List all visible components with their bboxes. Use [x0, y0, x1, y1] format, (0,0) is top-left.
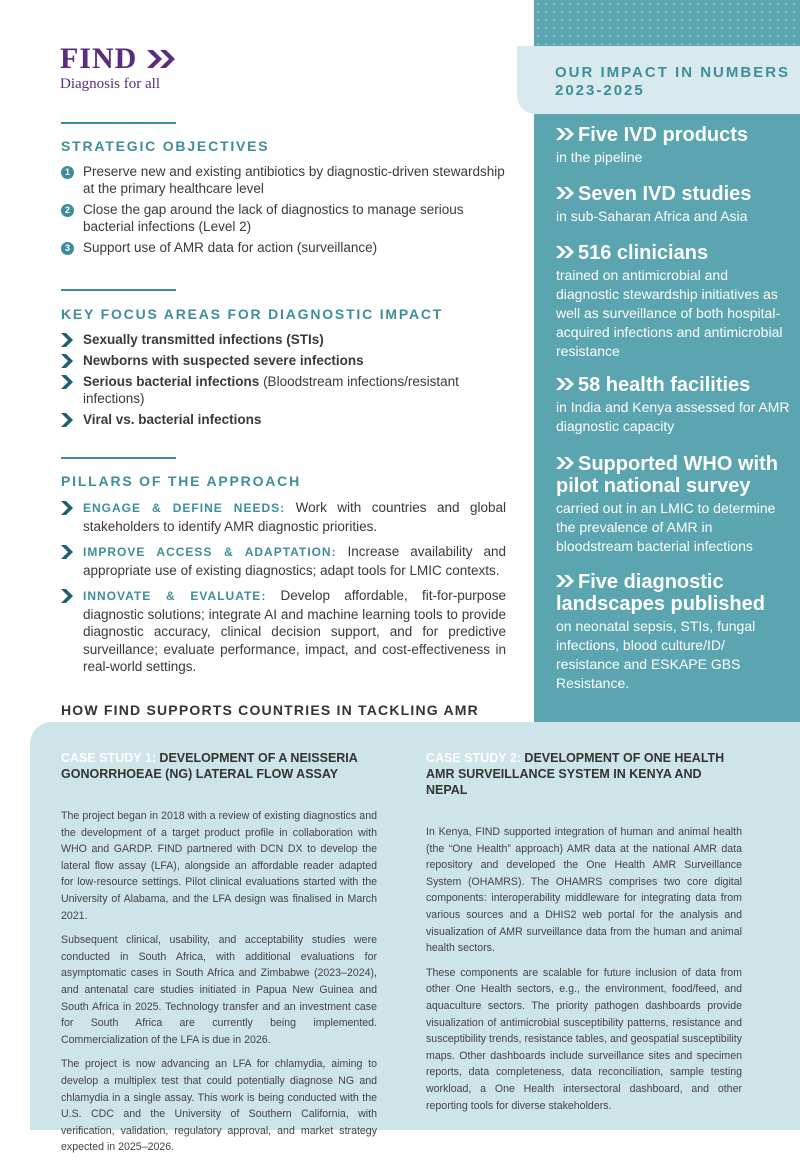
double-chevron-icon — [556, 456, 574, 470]
section-rule — [61, 289, 176, 291]
focus-item — [61, 411, 511, 428]
objective-item — [61, 201, 511, 235]
chevron-right-icon — [61, 545, 73, 559]
number-badge: 1 — [61, 166, 74, 179]
how-find-supports-title: HOW FIND SUPPORTS COUNTRIES IN TACKLING AMR — [61, 702, 479, 718]
case-study-heading: DEVELOPMENT OF ONE HEALTH AMR SURVEILLANCE SYSTEM IN KENYA AND NEPAL — [426, 751, 725, 797]
logo-tagline: Diagnosis for all — [60, 76, 160, 92]
pillar-item — [61, 587, 506, 676]
pillars-list — [61, 499, 506, 684]
pillar-text: Work with countries and global stakeholders to identify AMR diagnostic priorities. — [83, 500, 506, 534]
impact-headline: 58 health facilities — [578, 374, 751, 396]
focus-item — [61, 352, 511, 369]
impact-title: OUR IMPACT IN NUMBERS 2023-2025 — [555, 64, 791, 99]
impact-headline: 516 clinicians — [578, 242, 709, 264]
objective-text: Support use of AMR data for action (surveillance) — [83, 240, 378, 255]
find-logo — [60, 44, 181, 93]
focus-bold: Serious bacterial infections — [83, 374, 260, 389]
case-study-label: CASE STUDY 1: — [61, 751, 156, 765]
objective-text: Preserve new and existing antibiotics by diagnostic-driven stewardship at the primary healthcare level — [83, 164, 505, 196]
case-study-title — [426, 750, 742, 798]
impact-detail: on neonatal sepsis, STIs, fungal infections, blood culture/ID/ resistance and ESKAPE GBS Resistance. — [556, 618, 756, 691]
impact-detail: in the pipeline — [556, 149, 643, 165]
case-paragraph: The project is now advancing an LFA for chlamydia, aiming to develop a multiplex test that could potentially diagnose NG and chlamydia in a single assay. This work is being conducted with the U.S. CDC and the University of Southern California, with verification, validation, regulatory approval, and market strategy expected in 2025–2026. — [61, 1058, 377, 1154]
logo-wordmark: FIND — [60, 42, 138, 75]
section-rule — [61, 122, 176, 124]
pillar-text: Increase availability and appropriate use of existing diagnostics; adapt tools for LMIC contexts. — [83, 544, 506, 578]
focus-item — [61, 331, 511, 348]
objective-item — [61, 239, 511, 256]
impact-headline: Supported WHO with pilot national survey — [556, 453, 778, 497]
pillars-title: PILLARS OF THE APPROACH — [61, 473, 301, 489]
chevron-right-icon — [61, 354, 73, 368]
case-paragraph: Subsequent clinical, usability, and acceptability studies were conducted in South Africa, with additional evaluations for asymptomatic cases in South Africa and Zimbabwe (2023–2024), and antenatal care studies initiated in Papua New Guinea and South Africa in 2025. Technology transfer and an investment case for South Africa are currently being implemented. Commercialization of the LFA is due in 2026. — [61, 934, 377, 1046]
pillar-label: IMPROVE ACCESS & ADAPTATION: — [83, 545, 337, 559]
double-chevron-icon — [556, 127, 574, 141]
case-paragraph: These components are scalable for future inclusion of data from other One Health sectors, e.g., the environment, food/feed, and aquaculture sectors. The priority pathogen dashboards provide visualization of antimicrobial susceptibility patterns, resistance and susceptibility trends, resistance tables, and geospatial susceptibility maps. Other dashboards include surveillance sites and specimen reports, data completeness, data reconciliation, sample testing workload, a One Health intersectoral dashboard, and other reporting tools for diverse stakeholders. — [426, 966, 742, 1112]
pillar-item — [61, 543, 506, 579]
key-focus-title: KEY FOCUS AREAS FOR DIAGNOSTIC IMPACT — [61, 306, 444, 322]
impact-item — [556, 124, 792, 167]
chevron-right-icon — [61, 501, 73, 515]
impact-detail: carried out in an LMIC to determine the prevalence of AMR in bloodstream bacterial infections — [556, 500, 776, 554]
focus-bold: Viral vs. bacterial infections — [83, 412, 262, 427]
chevron-right-icon — [61, 375, 73, 389]
impact-item — [556, 183, 792, 226]
impact-item — [556, 453, 792, 556]
pillar-item — [61, 499, 506, 535]
focus-item — [61, 373, 511, 407]
pillar-label: ENGAGE & DEFINE NEEDS: — [83, 501, 286, 515]
chevron-right-icon — [61, 589, 73, 603]
case-study-2 — [426, 750, 742, 1122]
case-paragraph: The project began in 2018 with a review of existing diagnostics and the development of a target product profile in collaboration with WHO and GARDP. FIND partnered with DCN DX to develop the lateral flow assay (LFA), alongside an affordable reader adapted for low-resource settings. Pilot clinical evaluations started with the University of Alabama, and the LFA design was finalised in March 2021. — [61, 810, 377, 922]
number-badge: 3 — [61, 242, 74, 255]
pillar-text: Develop affordable, fit-for-purpose diagnostic solutions; integrate AI and machine learning tools to provide diagnostic accuracy, clinical decision support, and for predictive surveillance; evaluate performance, impact, and cost-effectiveness in real-world settings. — [83, 588, 506, 674]
chevron-right-icon — [61, 333, 73, 347]
number-badge: 2 — [61, 204, 74, 217]
pillar-label: INNOVATE & EVALUATE: — [83, 589, 267, 603]
focus-bold: Newborns with suspected severe infections — [83, 353, 364, 368]
objective-item — [61, 163, 511, 197]
focus-rest: (Bloodstream infections/resistant infections) — [83, 374, 459, 406]
case-study-body — [426, 824, 742, 1114]
case-study-body — [61, 808, 377, 1156]
case-paragraph: In Kenya, FIND supported integration of human and animal health (the “One Health” approach) AMR data at the national AMR data repository and developed the One Health AMR Surveillance System (OHAMRS). The OHAMRS comprises two core digital components: interoperability middleware for integrating data from various sources and a DHIS2 web portal for the analysis and visualization of AMR surveillance data from the human and animal health sectors. — [426, 826, 742, 955]
impact-headline: Seven IVD studies — [578, 183, 752, 205]
double-chevron-icon — [556, 245, 574, 259]
impact-item — [556, 242, 792, 361]
section-rule — [61, 457, 176, 459]
impact-item — [556, 571, 792, 693]
objective-text: Close the gap around the lack of diagnostics to manage serious bacterial infections (Level 2) — [83, 202, 464, 234]
case-study-title — [61, 750, 377, 782]
strategic-objectives-title: STRATEGIC OBJECTIVES — [61, 138, 270, 154]
focus-list — [61, 331, 511, 432]
impact-headline: Five diagnostic landscapes published — [556, 571, 765, 615]
double-chevron-logo-icon — [145, 46, 181, 72]
objectives-list — [61, 163, 511, 260]
impact-title-tab — [517, 46, 800, 114]
focus-bold: Sexually transmitted infections (STIs) — [83, 332, 324, 347]
impact-item — [556, 374, 792, 436]
case-study-heading: DEVELOPMENT OF A NEISSERIA GONORRHOEAE (NG) LATERAL FLOW ASSAY — [61, 751, 358, 781]
impact-detail: trained on antimicrobial and diagnostic stewardship initiatives as well as surveillance of both hospital-acquired infections and antimicrobial resistance — [556, 267, 783, 359]
impact-headline: Five IVD products — [578, 124, 749, 146]
double-chevron-icon — [556, 574, 574, 588]
double-chevron-icon — [556, 186, 574, 200]
case-study-1 — [61, 750, 377, 1164]
case-study-label: CASE STUDY 2: — [426, 751, 521, 765]
impact-detail: in sub-Saharan Africa and Asia — [556, 208, 748, 224]
chevron-right-icon — [61, 413, 73, 427]
double-chevron-icon — [556, 377, 574, 391]
impact-detail: in India and Kenya assessed for AMR diagnostic capacity — [556, 399, 790, 434]
